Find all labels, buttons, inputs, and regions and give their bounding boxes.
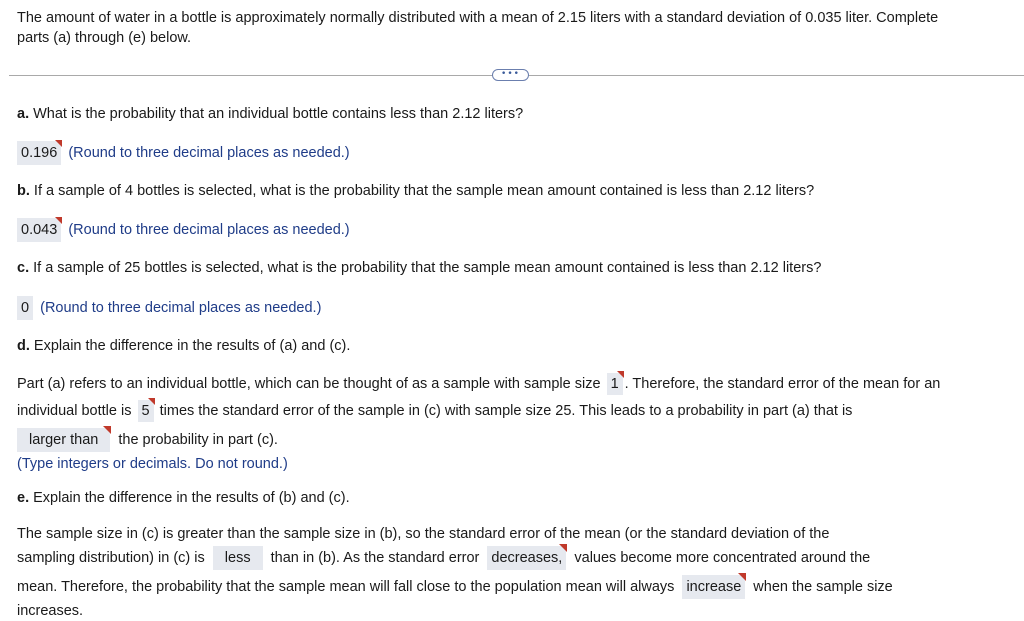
part-d-answer-1[interactable] [607, 373, 623, 395]
incorrect-flag-icon [559, 544, 567, 552]
incorrect-flag-icon [55, 140, 62, 147]
part-e-text-line-4: increases. [17, 603, 84, 619]
part-b-answer[interactable] [17, 218, 61, 242]
part-e-answer-3-value: increase [686, 579, 742, 595]
part-a-answer-value: 0.196 [21, 145, 58, 161]
part-e-label: e. [17, 490, 30, 506]
part-e-answer-3-dropdown[interactable] [682, 575, 745, 599]
part-a-answer[interactable] [17, 141, 61, 165]
part-e-text-line-2 [17, 546, 870, 570]
intro-line-2: parts (a) through (e) below. [17, 30, 192, 46]
part-e-answer-2-value: decreases, [491, 550, 563, 566]
part-e-question [17, 488, 350, 508]
incorrect-flag-icon [617, 371, 624, 378]
part-b-question-text: If a sample of 4 bottles is selected, what is the probability that the sample mean amount contained is less than 2.12 liters? [29, 183, 815, 199]
part-d-question [17, 336, 350, 356]
part-d-text-line-3 [17, 428, 278, 452]
incorrect-flag-icon [738, 573, 746, 581]
part-e-answer-2-dropdown[interactable] [487, 546, 566, 570]
incorrect-flag-icon [103, 426, 111, 434]
part-e-text-5: mean. Therefore, the probability that the sample mean will fall close to the population mean will always [17, 579, 675, 595]
part-b-answer-value: 0.043 [21, 222, 58, 238]
part-a-question-text: What is the probability that an individual bottle contains less than 2.12 liters? [29, 106, 524, 122]
part-d-answer-3-dropdown[interactable] [17, 428, 110, 452]
intro-line-1: The amount of water in a bottle is approximately normally distributed with a mean of 2.15 liters with a standard deviation of 0.035 liter. Complete [17, 10, 939, 26]
part-d-answer-1-value: 1 [610, 376, 619, 392]
part-a-question [17, 104, 523, 124]
part-e-question-text: Explain the difference in the results of (b) and (c). [29, 490, 350, 506]
part-d-text-line-1 [17, 373, 940, 395]
part-d-text-line-2 [17, 400, 852, 422]
part-e-text-6: when the sample size [753, 579, 893, 595]
incorrect-flag-icon [148, 398, 155, 405]
part-b-label: b. [17, 183, 30, 199]
incorrect-flag-icon [55, 217, 62, 224]
part-d-question-text: Explain the difference in the results of (a) and (c). [29, 338, 351, 354]
part-d-text-4: times the standard error of the sample in (c) with sample size 25. This leads to a probability in part (a) that is [159, 403, 853, 419]
part-c-answer-row [17, 296, 321, 320]
part-d-answer-2[interactable] [138, 400, 154, 422]
part-c-answer-value: 0 [21, 300, 30, 316]
part-d-note: (Type integers or decimals. Do not round.) [17, 456, 288, 472]
part-b-answer-row [17, 218, 350, 242]
part-e-text-line-1: The sample size in (c) is greater than the sample size in (b), so the standard error of the mean (or the standard deviation of the [17, 526, 830, 542]
part-d-text-2: . Therefore, the standard error of the mean for an [624, 376, 941, 392]
part-e-text-4: values become more concentrated around the [574, 550, 871, 566]
part-d-answer-3-value: larger than [29, 432, 99, 448]
part-e-text-3: than in (b). As the standard error [270, 550, 480, 566]
part-a-label: a. [17, 106, 30, 122]
part-b-note: (Round to three decimal places as needed.) [68, 222, 350, 238]
part-d-answer-2-value: 5 [141, 403, 150, 419]
part-b-question [17, 181, 814, 201]
part-c-answer[interactable] [17, 296, 33, 320]
part-c-note: (Round to three decimal places as needed.) [40, 300, 322, 316]
part-e-answer-1-dropdown[interactable] [213, 546, 263, 570]
part-c-label: c. [17, 260, 30, 276]
more-button[interactable]: ••• [492, 69, 529, 81]
part-a-note: (Round to three decimal places as needed.) [68, 145, 350, 161]
part-c-question-text: If a sample of 25 bottles is selected, what is the probability that the sample mean amount contained is less than 2.12 liters? [29, 260, 822, 276]
part-d-label: d. [17, 338, 30, 354]
part-d-text-5: the probability in part (c). [118, 432, 278, 448]
part-c-question [17, 258, 821, 278]
part-e-text-line-3 [17, 575, 893, 599]
part-d-text-3: individual bottle is [17, 403, 132, 419]
part-e-text-2: sampling distribution) in (c) is [17, 550, 205, 566]
part-a-answer-row [17, 141, 350, 165]
part-e-answer-1-value: less [224, 550, 251, 566]
part-d-text-1: Part (a) refers to an individual bottle, which can be thought of as a sample with sample size [17, 376, 601, 392]
